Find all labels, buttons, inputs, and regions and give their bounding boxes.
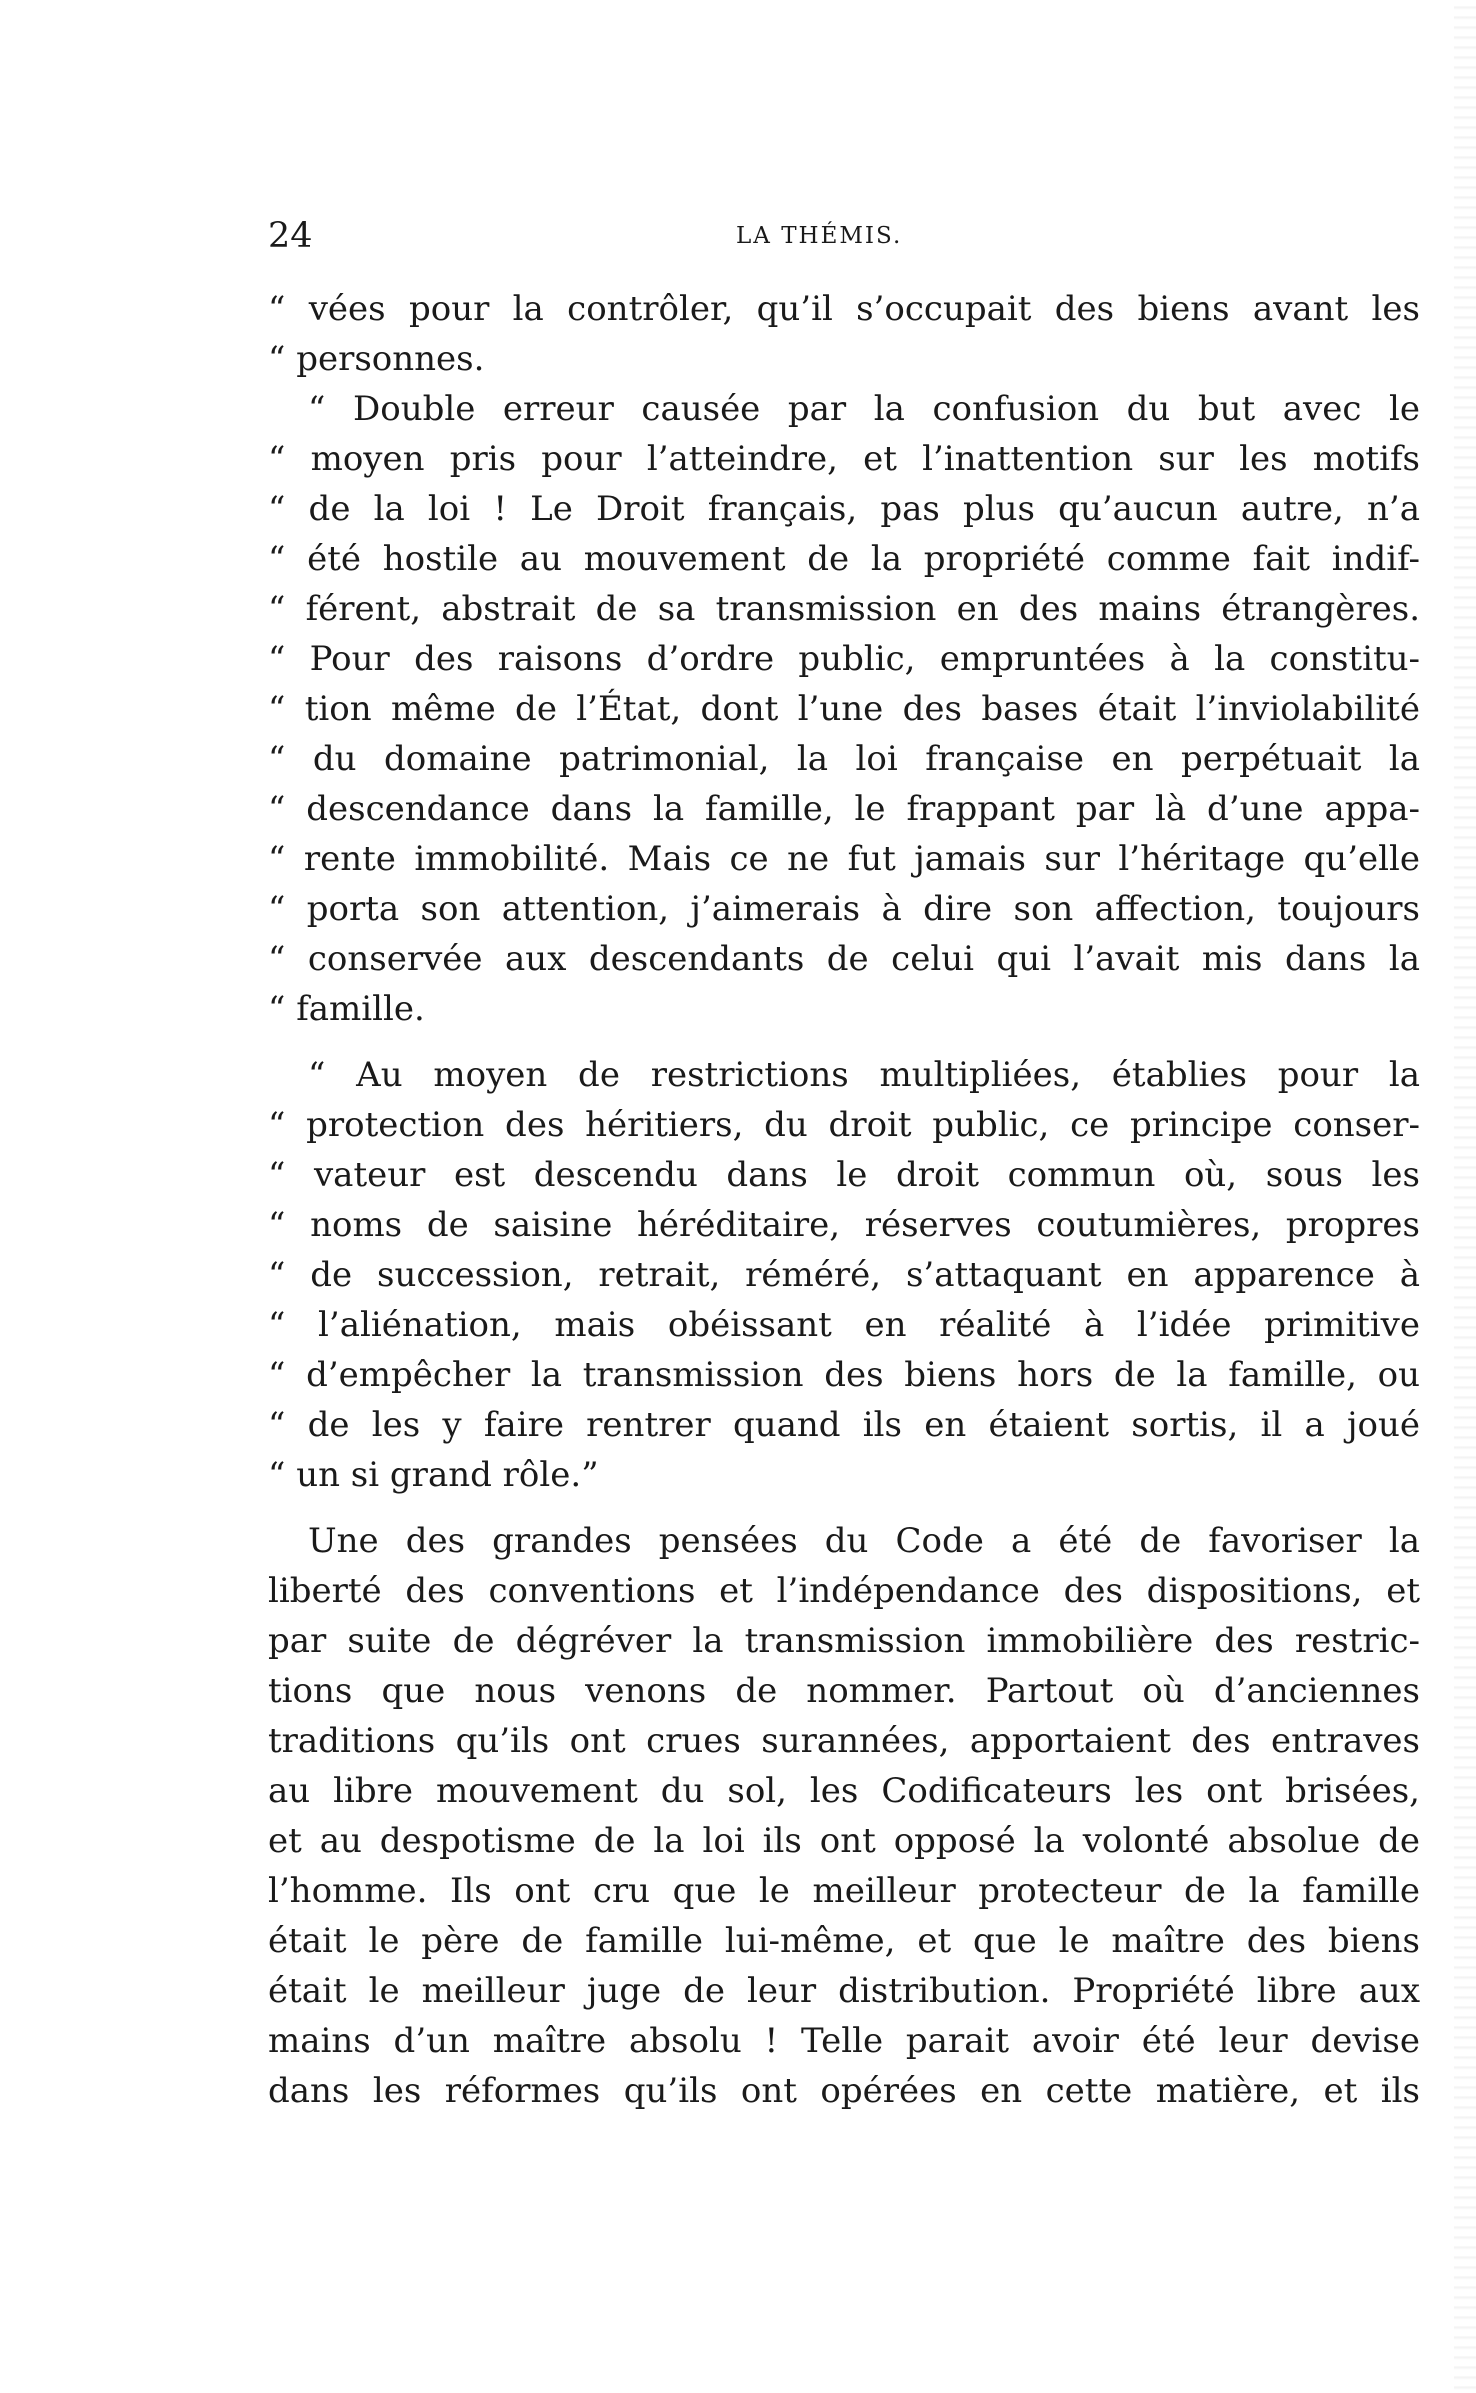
paragraph: [268, 384, 1420, 1034]
running-head: LA THÉMIS.: [736, 223, 903, 249]
text-line: “ noms de saisine héréditaire, réserves coutumières, propres: [268, 1205, 1420, 1245]
text-line: mains d’un maître absolu ! Telle parait avoir été leur devise: [268, 2021, 1420, 2061]
text-line: “ Pour des raisons d’ordre public, empruntées à la constitu-: [268, 639, 1420, 679]
text-line: “ du domaine patrimonial, la loi française en perpétuait la: [268, 739, 1420, 779]
page-number: 24: [268, 216, 313, 256]
text-line: liberté des conventions et l’indépendance des dispositions, et: [268, 1571, 1420, 1611]
text-line: “ personnes.: [268, 339, 485, 379]
text-line: “ porta son attention, j’aimerais à dire son affection, toujours: [268, 889, 1420, 929]
text-line: l’homme. Ils ont cru que le meilleur protecteur de la famille: [268, 1871, 1420, 1911]
text-line: était le meilleur juge de leur distribution. Propriété libre aux: [268, 1971, 1420, 2011]
text-line: par suite de dégréver la transmission immobilière des restric-: [268, 1621, 1420, 1661]
text-line: au libre mouvement du sol, les Codificateurs les ont brisées,: [268, 1771, 1420, 1811]
text-line: “ descendance dans la famille, le frappant par là d’une appa-: [268, 789, 1420, 829]
text-line: “ férent, abstrait de sa transmission en des mains étrangères.: [268, 589, 1420, 629]
text-line: dans les réformes qu’ils ont opérées en cette matière, et ils: [268, 2071, 1420, 2111]
page-header: [268, 216, 1440, 256]
paragraph: [268, 1050, 1420, 1500]
body-text: [268, 284, 1420, 2116]
text-line: “ de succession, retrait, réméré, s’attaquant en apparence à: [268, 1255, 1420, 1295]
text-line: “ l’aliénation, mais obéissant en réalité à l’idée primitive: [268, 1305, 1420, 1345]
text-line: “ rente immobilité. Mais ce ne fut jamais sur l’héritage qu’elle: [268, 839, 1420, 879]
text-line: “ de la loi ! Le Droit français, pas plus qu’aucun autre, n’a: [268, 489, 1420, 529]
text-line: “ moyen pris pour l’atteindre, et l’inattention sur les motifs: [268, 439, 1420, 479]
text-line: Une des grandes pensées du Code a été de favoriser la: [308, 1521, 1420, 1561]
text-line: “ protection des héritiers, du droit public, ce principe conser-: [268, 1105, 1420, 1145]
text-line: “ famille.: [268, 989, 425, 1029]
text-line: “ un si grand rôle.”: [268, 1455, 599, 1495]
text-line: était le père de famille lui-même, et que le maître des biens: [268, 1921, 1420, 1961]
text-line: “ d’empêcher la transmission des biens hors de la famille, ou: [268, 1355, 1420, 1395]
text-line: “ conservée aux descendants de celui qui l’avait mis dans la: [268, 939, 1420, 979]
paragraph: [268, 1516, 1420, 2116]
paragraph-gap: [268, 1500, 1420, 1516]
text-line: traditions qu’ils ont crues surannées, apportaient des entraves: [268, 1721, 1420, 1761]
text-line: “ tion même de l’État, dont l’une des bases était l’inviolabilité: [268, 689, 1420, 729]
text-line: “ Double erreur causée par la confusion du but avec le: [308, 389, 1420, 429]
paragraph: [268, 284, 1420, 384]
text-line: “ vateur est descendu dans le droit commun où, sous les: [268, 1155, 1420, 1195]
page-edge-shadow: [1454, 0, 1476, 2393]
text-line: “ été hostile au mouvement de la propriété comme fait indif-: [268, 539, 1420, 579]
text-line: tions que nous venons de nommer. Partout où d’anciennes: [268, 1671, 1420, 1711]
text-line: “ vées pour la contrôler, qu’il s’occupait des biens avant les: [268, 289, 1420, 329]
text-line: “ Au moyen de restrictions multipliées, établies pour la: [308, 1055, 1420, 1095]
text-line: “ de les y faire rentrer quand ils en étaient sortis, il a joué: [268, 1405, 1420, 1445]
text-line: et au despotisme de la loi ils ont opposé la volonté absolue de: [268, 1821, 1420, 1861]
paragraph-gap: [268, 1034, 1420, 1050]
